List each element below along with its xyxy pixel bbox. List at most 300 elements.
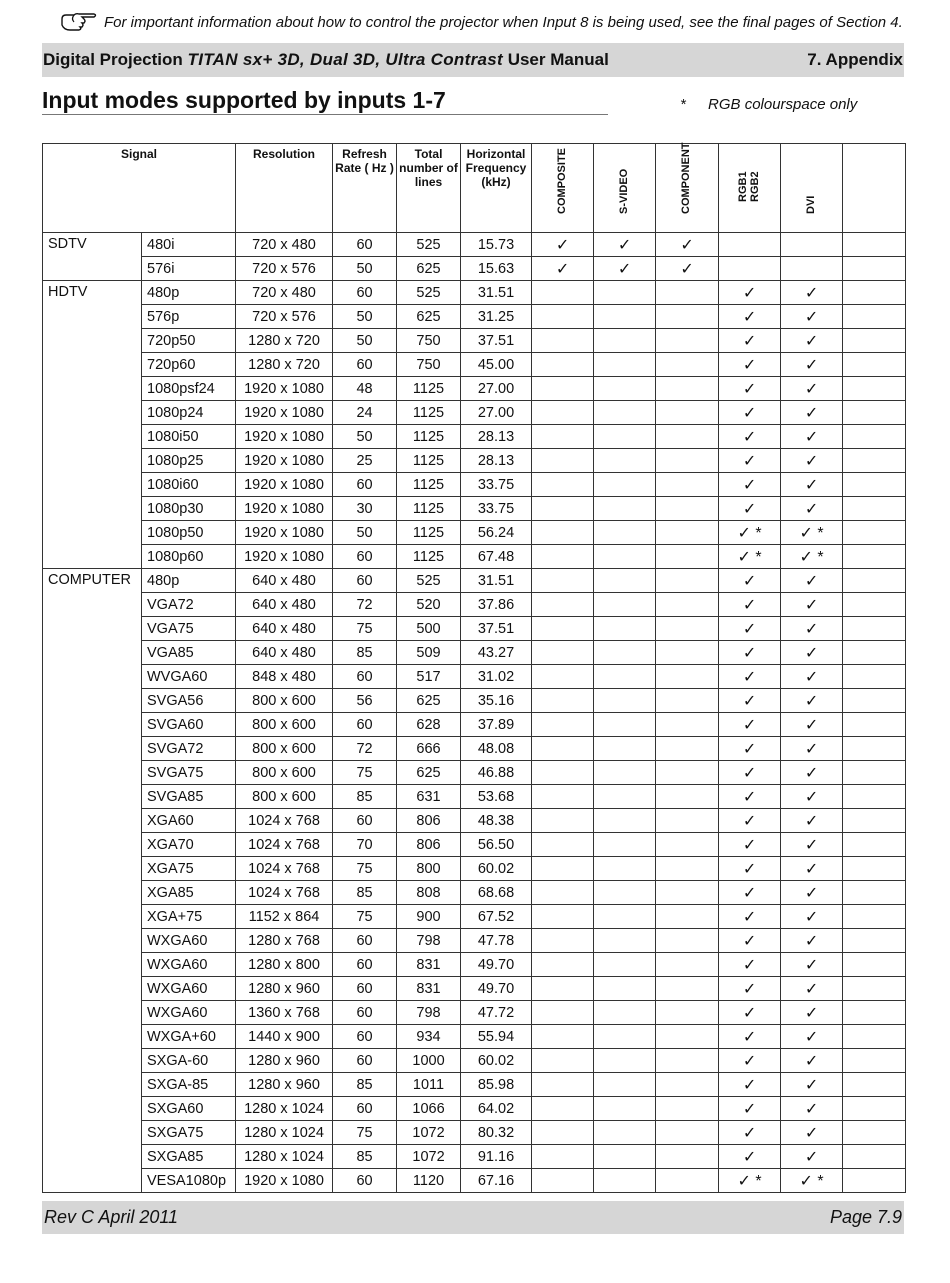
footnote-star: *: [680, 96, 686, 113]
lines-cell: 1125: [397, 545, 461, 569]
frequency-cell: 91.16: [461, 1145, 532, 1169]
rgb-footnote: [680, 96, 857, 113]
table-row: [43, 857, 906, 881]
dvi-cell: ✓: [781, 1121, 843, 1145]
signal-cell: SVGA72: [142, 737, 236, 761]
frequency-cell: 28.13: [461, 449, 532, 473]
refresh-cell: 50: [333, 425, 397, 449]
col-resolution: Resolution: [236, 144, 333, 233]
composite-cell: [532, 305, 594, 329]
resolution-cell: 1280 x 800: [236, 953, 333, 977]
resolution-cell: 1920 x 1080: [236, 425, 333, 449]
blank-cell: [843, 1169, 906, 1193]
component-cell: [656, 1049, 719, 1073]
composite-cell: [532, 497, 594, 521]
resolution-cell: 720 x 576: [236, 305, 333, 329]
blank-cell: [843, 977, 906, 1001]
frequency-cell: 35.16: [461, 689, 532, 713]
dvi-cell: ✓: [781, 905, 843, 929]
composite-cell: [532, 1049, 594, 1073]
refresh-cell: 72: [333, 593, 397, 617]
signal-cell: 1080p25: [142, 449, 236, 473]
component-cell: [656, 1169, 719, 1193]
table-row: [43, 401, 906, 425]
component-cell: [656, 593, 719, 617]
rgb-cell: ✓ *: [719, 521, 781, 545]
table-row: [43, 665, 906, 689]
dvi-cell: ✓: [781, 713, 843, 737]
dvi-cell: ✓: [781, 353, 843, 377]
refresh-cell: 60: [333, 281, 397, 305]
component-cell: [656, 1025, 719, 1049]
svideo-cell: [594, 881, 656, 905]
dvi-cell: ✓: [781, 881, 843, 905]
blank-cell: [843, 881, 906, 905]
frequency-cell: 27.00: [461, 377, 532, 401]
component-cell: [656, 761, 719, 785]
col-rgb-label: [737, 171, 761, 202]
svideo-cell: [594, 689, 656, 713]
composite-cell: [532, 761, 594, 785]
svideo-cell: [594, 497, 656, 521]
svideo-cell: [594, 473, 656, 497]
svideo-cell: [594, 809, 656, 833]
lines-cell: 831: [397, 953, 461, 977]
col-svideo-label: S-VIDEO: [617, 168, 630, 214]
signal-cell: XGA60: [142, 809, 236, 833]
table-header-row: [43, 144, 906, 233]
lines-cell: 798: [397, 1001, 461, 1025]
rgb-cell: ✓: [719, 1121, 781, 1145]
component-cell: [656, 545, 719, 569]
rgb-cell: ✓: [719, 977, 781, 1001]
dvi-cell: ✓: [781, 377, 843, 401]
blank-cell: [843, 425, 906, 449]
signal-cell: 480i: [142, 233, 236, 257]
svideo-cell: [594, 1001, 656, 1025]
composite-cell: [532, 473, 594, 497]
composite-cell: [532, 737, 594, 761]
svideo-cell: [594, 785, 656, 809]
composite-cell: [532, 1025, 594, 1049]
frequency-cell: 67.48: [461, 545, 532, 569]
blank-cell: [843, 257, 906, 281]
svideo-cell: [594, 545, 656, 569]
table-row: [43, 1169, 906, 1193]
blank-cell: [843, 785, 906, 809]
frequency-cell: 53.68: [461, 785, 532, 809]
blank-cell: [843, 569, 906, 593]
blank-cell: [843, 713, 906, 737]
rgb-cell: ✓: [719, 617, 781, 641]
resolution-cell: 1920 x 1080: [236, 1169, 333, 1193]
blank-cell: [843, 761, 906, 785]
dvi-cell: ✓: [781, 281, 843, 305]
lines-cell: 517: [397, 665, 461, 689]
frequency-cell: 31.02: [461, 665, 532, 689]
table-row: [43, 281, 906, 305]
table-row: [43, 497, 906, 521]
resolution-cell: 800 x 600: [236, 689, 333, 713]
composite-cell: [532, 905, 594, 929]
refresh-cell: 60: [333, 929, 397, 953]
blank-cell: [843, 1001, 906, 1025]
blank-cell: [843, 953, 906, 977]
table-row: [43, 905, 906, 929]
component-cell: [656, 809, 719, 833]
page-number: Page 7.9: [829, 1207, 902, 1227]
resolution-cell: 1920 x 1080: [236, 521, 333, 545]
col-signal: Signal: [43, 144, 236, 233]
page-footer: [42, 1201, 904, 1234]
col-lines: Total number of lines: [397, 144, 461, 233]
table-row: [43, 329, 906, 353]
dvi-cell: ✓: [781, 617, 843, 641]
composite-cell: [532, 953, 594, 977]
resolution-cell: 1440 x 900: [236, 1025, 333, 1049]
revision-date: Rev C April 2011: [44, 1207, 179, 1227]
refresh-cell: 85: [333, 881, 397, 905]
blank-cell: [843, 809, 906, 833]
composite-cell: [532, 809, 594, 833]
resolution-cell: 1152 x 864: [236, 905, 333, 929]
component-cell: [656, 401, 719, 425]
rgb-cell: ✓: [719, 1049, 781, 1073]
component-cell: [656, 833, 719, 857]
svideo-cell: [594, 1097, 656, 1121]
dvi-cell: ✓: [781, 1001, 843, 1025]
composite-cell: [532, 401, 594, 425]
refresh-cell: 85: [333, 1145, 397, 1169]
table-row: [43, 761, 906, 785]
dvi-cell: ✓: [781, 929, 843, 953]
component-cell: [656, 1145, 719, 1169]
refresh-cell: 60: [333, 353, 397, 377]
table-row: [43, 617, 906, 641]
blank-cell: [843, 281, 906, 305]
lines-cell: 525: [397, 281, 461, 305]
svideo-cell: [594, 1049, 656, 1073]
component-cell: [656, 929, 719, 953]
component-cell: [656, 665, 719, 689]
blank-cell: [843, 1097, 906, 1121]
signal-cell: XGA85: [142, 881, 236, 905]
refresh-cell: 60: [333, 1001, 397, 1025]
refresh-cell: 60: [333, 1025, 397, 1049]
lines-cell: 625: [397, 257, 461, 281]
frequency-cell: 49.70: [461, 953, 532, 977]
refresh-cell: 60: [333, 1097, 397, 1121]
refresh-cell: 75: [333, 617, 397, 641]
rgb-cell: ✓: [719, 569, 781, 593]
svideo-cell: [594, 353, 656, 377]
refresh-cell: 60: [333, 977, 397, 1001]
pointing-hand-icon: [60, 11, 98, 33]
blank-cell: [843, 737, 906, 761]
input-modes-table: [42, 143, 906, 1193]
refresh-cell: 60: [333, 569, 397, 593]
rgb-cell: ✓: [719, 665, 781, 689]
frequency-cell: 67.16: [461, 1169, 532, 1193]
table-row: [43, 1001, 906, 1025]
table-row: [43, 737, 906, 761]
signal-cell: 576p: [142, 305, 236, 329]
component-cell: [656, 497, 719, 521]
dvi-cell: ✓: [781, 401, 843, 425]
refresh-cell: 60: [333, 1169, 397, 1193]
rgb-cell: ✓: [719, 1073, 781, 1097]
col-hfreq: Horizontal Frequency (kHz): [461, 144, 532, 233]
composite-cell: [532, 569, 594, 593]
frequency-cell: 31.51: [461, 569, 532, 593]
component-cell: [656, 377, 719, 401]
dvi-cell: [781, 233, 843, 257]
lines-cell: 1072: [397, 1121, 461, 1145]
rgb-cell: ✓: [719, 1025, 781, 1049]
refresh-cell: 60: [333, 545, 397, 569]
blank-cell: [843, 353, 906, 377]
rgb-cell: ✓: [719, 1001, 781, 1025]
signal-cell: XGA+75: [142, 905, 236, 929]
rgb-cell: [719, 233, 781, 257]
composite-cell: [532, 881, 594, 905]
blank-cell: [843, 929, 906, 953]
dvi-cell: ✓: [781, 857, 843, 881]
resolution-cell: 800 x 600: [236, 761, 333, 785]
resolution-cell: 1280 x 1024: [236, 1097, 333, 1121]
resolution-cell: 1920 x 1080: [236, 545, 333, 569]
resolution-cell: 1280 x 960: [236, 1073, 333, 1097]
svideo-cell: [594, 713, 656, 737]
frequency-cell: 56.50: [461, 833, 532, 857]
dvi-cell: ✓ *: [781, 1169, 843, 1193]
svideo-cell: [594, 953, 656, 977]
table-row: [43, 785, 906, 809]
blank-cell: [843, 401, 906, 425]
table-row: [43, 881, 906, 905]
col-composite-label: COMPOSITE: [555, 147, 568, 214]
svideo-cell: ✓: [594, 257, 656, 281]
frequency-cell: 33.75: [461, 497, 532, 521]
resolution-cell: 720 x 480: [236, 281, 333, 305]
resolution-cell: 640 x 480: [236, 641, 333, 665]
frequency-cell: 37.86: [461, 593, 532, 617]
lines-cell: 625: [397, 305, 461, 329]
svideo-cell: [594, 929, 656, 953]
blank-cell: [843, 233, 906, 257]
resolution-cell: 640 x 480: [236, 593, 333, 617]
signal-cell: 720p50: [142, 329, 236, 353]
section-name: 7. Appendix: [807, 50, 903, 69]
composite-cell: [532, 977, 594, 1001]
signal-cell: WXGA60: [142, 953, 236, 977]
refresh-cell: 85: [333, 785, 397, 809]
signal-cell: VGA72: [142, 593, 236, 617]
page-title: Input modes supported by inputs 1-7: [42, 86, 608, 115]
signal-cell: XGA75: [142, 857, 236, 881]
category-cell: HDTV: [43, 281, 142, 569]
signal-cell: 1080i60: [142, 473, 236, 497]
svideo-cell: [594, 329, 656, 353]
rgb-cell: ✓ *: [719, 1169, 781, 1193]
component-cell: [656, 641, 719, 665]
table-row: [43, 953, 906, 977]
svideo-cell: [594, 521, 656, 545]
blank-cell: [843, 497, 906, 521]
table-row: [43, 449, 906, 473]
frequency-cell: 85.98: [461, 1073, 532, 1097]
rgb-cell: ✓: [719, 641, 781, 665]
table-row: [43, 1121, 906, 1145]
table-row: [43, 1025, 906, 1049]
lines-cell: 934: [397, 1025, 461, 1049]
svideo-cell: [594, 425, 656, 449]
brand-name: Digital Projection: [43, 50, 183, 69]
composite-cell: [532, 545, 594, 569]
frequency-cell: 68.68: [461, 881, 532, 905]
col-svideo: [594, 144, 656, 233]
frequency-cell: 15.73: [461, 233, 532, 257]
dvi-cell: ✓: [781, 425, 843, 449]
svideo-cell: [594, 1145, 656, 1169]
dvi-cell: ✓: [781, 689, 843, 713]
signal-cell: 1080p24: [142, 401, 236, 425]
lines-cell: 1011: [397, 1073, 461, 1097]
svideo-cell: [594, 977, 656, 1001]
composite-cell: [532, 1001, 594, 1025]
dvi-cell: ✓: [781, 1145, 843, 1169]
signal-cell: 1080p30: [142, 497, 236, 521]
lines-cell: 1072: [397, 1145, 461, 1169]
resolution-cell: 848 x 480: [236, 665, 333, 689]
composite-cell: [532, 281, 594, 305]
resolution-cell: 1920 x 1080: [236, 401, 333, 425]
refresh-cell: 50: [333, 521, 397, 545]
footnote-text: RGB colourspace only: [708, 96, 858, 113]
lines-cell: 798: [397, 929, 461, 953]
resolution-cell: 1920 x 1080: [236, 449, 333, 473]
refresh-cell: 50: [333, 257, 397, 281]
signal-cell: SXGA-85: [142, 1073, 236, 1097]
refresh-cell: 50: [333, 329, 397, 353]
resolution-cell: 1024 x 768: [236, 833, 333, 857]
svideo-cell: [594, 665, 656, 689]
refresh-cell: 60: [333, 953, 397, 977]
dvi-cell: ✓: [781, 1049, 843, 1073]
resolution-cell: 800 x 600: [236, 713, 333, 737]
svideo-cell: [594, 1025, 656, 1049]
component-cell: ✓: [656, 257, 719, 281]
blank-cell: [843, 1025, 906, 1049]
composite-cell: [532, 689, 594, 713]
rgb-cell: ✓: [719, 305, 781, 329]
signal-cell: 576i: [142, 257, 236, 281]
refresh-cell: 30: [333, 497, 397, 521]
component-cell: [656, 1121, 719, 1145]
blank-cell: [843, 449, 906, 473]
svideo-cell: [594, 857, 656, 881]
dvi-cell: ✓: [781, 497, 843, 521]
table-row: [43, 1073, 906, 1097]
svideo-cell: [594, 737, 656, 761]
lines-cell: 808: [397, 881, 461, 905]
signal-cell: SXGA-60: [142, 1049, 236, 1073]
blank-cell: [843, 521, 906, 545]
signal-cell: SVGA75: [142, 761, 236, 785]
signal-cell: VESA1080p: [142, 1169, 236, 1193]
frequency-cell: 47.72: [461, 1001, 532, 1025]
table-row: [43, 1145, 906, 1169]
svideo-cell: [594, 1169, 656, 1193]
resolution-cell: 1920 x 1080: [236, 473, 333, 497]
refresh-cell: 25: [333, 449, 397, 473]
component-cell: [656, 737, 719, 761]
frequency-cell: 56.24: [461, 521, 532, 545]
lines-cell: 666: [397, 737, 461, 761]
lines-cell: 1125: [397, 425, 461, 449]
table-row: [43, 233, 906, 257]
refresh-cell: 50: [333, 305, 397, 329]
refresh-cell: 24: [333, 401, 397, 425]
table-row: [43, 713, 906, 737]
refresh-cell: 48: [333, 377, 397, 401]
refresh-cell: 85: [333, 641, 397, 665]
refresh-cell: 75: [333, 761, 397, 785]
composite-cell: [532, 521, 594, 545]
component-cell: [656, 881, 719, 905]
category-cell: COMPUTER: [43, 569, 142, 1193]
rgb-cell: ✓: [719, 593, 781, 617]
col-blank: [843, 144, 906, 233]
signal-cell: SXGA75: [142, 1121, 236, 1145]
composite-cell: [532, 1073, 594, 1097]
lines-cell: 900: [397, 905, 461, 929]
resolution-cell: 800 x 600: [236, 737, 333, 761]
signal-cell: WXGA60: [142, 1001, 236, 1025]
category-cell: SDTV: [43, 233, 142, 281]
resolution-cell: 1920 x 1080: [236, 377, 333, 401]
rgb-cell: ✓: [719, 329, 781, 353]
component-cell: [656, 713, 719, 737]
table-row: [43, 1097, 906, 1121]
composite-cell: [532, 449, 594, 473]
dvi-cell: ✓: [781, 953, 843, 977]
rgb-cell: ✓: [719, 281, 781, 305]
resolution-cell: 800 x 600: [236, 785, 333, 809]
rgb-cell: ✓: [719, 377, 781, 401]
blank-cell: [843, 665, 906, 689]
component-cell: [656, 1001, 719, 1025]
dvi-cell: ✓: [781, 305, 843, 329]
lines-cell: 800: [397, 857, 461, 881]
dvi-cell: ✓: [781, 761, 843, 785]
rgb-cell: ✓: [719, 473, 781, 497]
dvi-cell: ✓: [781, 833, 843, 857]
component-cell: [656, 857, 719, 881]
col-rgb2-label: RGB2: [748, 171, 761, 202]
lines-cell: 750: [397, 353, 461, 377]
lines-cell: 625: [397, 689, 461, 713]
blank-cell: [843, 641, 906, 665]
frequency-cell: 60.02: [461, 1049, 532, 1073]
resolution-cell: 640 x 480: [236, 617, 333, 641]
table-row: [43, 473, 906, 497]
component-cell: [656, 1073, 719, 1097]
refresh-cell: 75: [333, 857, 397, 881]
lines-cell: 1125: [397, 497, 461, 521]
signal-cell: WVGA60: [142, 665, 236, 689]
composite-cell: [532, 617, 594, 641]
